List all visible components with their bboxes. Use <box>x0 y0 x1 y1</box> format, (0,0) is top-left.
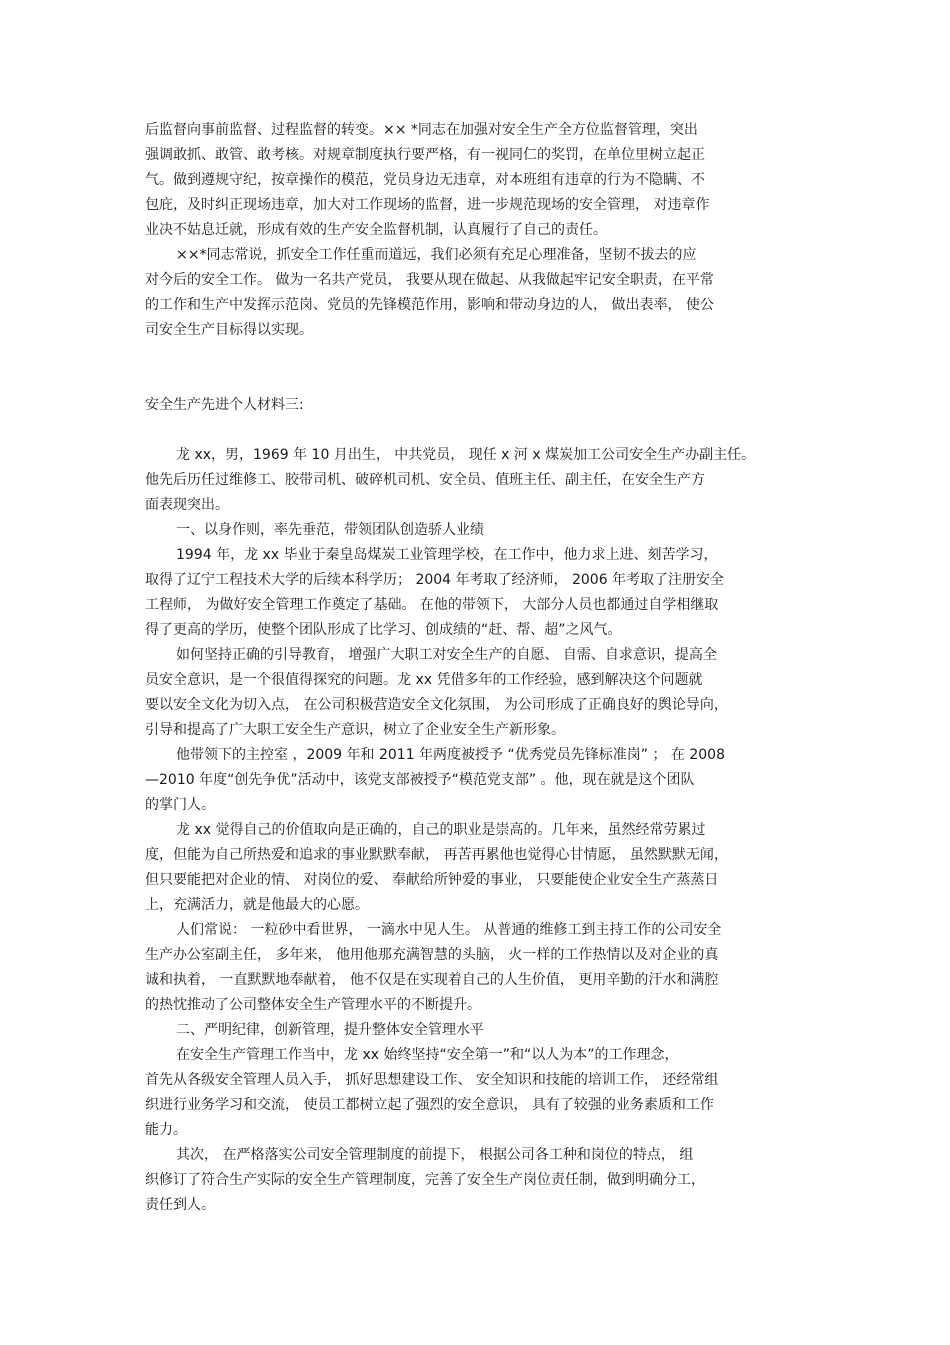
text-line: 员安全意识，是一个很值得探究的问题。龙 xx 凭借多年的工作经验，感到解决这个问题就 <box>145 672 703 688</box>
text-line: 首先从各级安全管理人员入手， 抓好思想建设工作、 安全知识和技能的培训工作， 还经常组 <box>145 1072 719 1088</box>
text-line: 生产办公室副主任， 多年来， 他用他那充满智慧的头脑， 火一样的工作热情以及对企业的真 <box>145 947 719 963</box>
text-line: 业决不姑息迁就，形成有效的生产安全监督机制，认真履行了自己的责任。 <box>145 222 607 238</box>
text-line: 上，充满活力，就是他最大的心愿。 <box>145 897 369 913</box>
text-line: 气。做到遵规守纪，按章操作的模范，党员身边无违章，对本班组有违章的行为不隐瞒、不 <box>145 172 705 188</box>
text-line: 人们常说： 一粒砂中看世界， 一滴水中见人生。 从普通的维修工到主持工作的公司安全 <box>176 922 722 938</box>
text-line: 包庇，及时纠正现场违章，加大对工作现场的监督，进一步规范现场的安全管理， 对违章作 <box>145 197 710 213</box>
text-line: 司安全生产目标得以实现。 <box>145 322 313 338</box>
text-line: 织进行业务学习和交流， 使员工都树立起了强烈的安全意识， 具有了较强的业务素质和工作 <box>145 1097 714 1113</box>
subheading: 二、严明纪律，创新管理，提升整体安全管理水平 <box>176 1022 484 1038</box>
text-line: 责任到人。 <box>145 1197 215 1213</box>
text-line: 在安全生产管理工作当中，龙 xx 始终坚持“安全第一”和“以人为本”的工作理念， <box>176 1047 679 1063</box>
text-line: 得了更高的学历，使整个团队形成了比学习、创成绩的“赶、帮、超”之风气。 <box>145 622 622 638</box>
text-line: 引导和提高了广大职工安全生产意识，树立了企业安全生产新形象。 <box>145 722 565 738</box>
text-line: 强调敢抓、敢管、敢考核。对规章制度执行要严格，有一视同仁的奖罚，在单位里树立起正 <box>145 147 705 163</box>
text-line: 度，但能为自己所热爱和追求的事业默默奉献， 再苦再累他也觉得心甘情愿， 虽然默默无闻， <box>145 847 728 863</box>
text-line: 的掌门人。 <box>145 797 215 813</box>
text-line: 后监督向事前监督、过程监督的转变。×× *同志在加强对安全生产全方位监督管理，突出 <box>145 122 698 138</box>
text-line: 但只要能把对企业的情、 对岗位的爱、 奉献给所钟爱的事业， 只要能使企业安全生产蒸蒸日 <box>145 872 719 888</box>
text-line: 工程师， 为做好安全管理工作奠定了基础。 在他的带领下， 大部分人员也都通过自学相继取 <box>145 597 719 613</box>
text-line: 他带领下的主控室 ，2009 年和 2011 年两度被授予 “优秀党员先锋标准岗” ； 在 2008 <box>176 747 725 763</box>
text-line: —2010 年度“创先争优”活动中，该党支部被授予“模范党支部” 。他，现在就是这个团队 <box>145 772 695 788</box>
text-line: 他先后历任过维修工、胶带司机、破碎机司机、安全员、值班主任、副主任，在安全生产方 <box>145 472 705 488</box>
text-line: 龙 xx 觉得自己的价值取向是正确的，自己的职业是崇高的。几年来，虽然经常劳累过 <box>176 822 706 838</box>
text-line: 织修订了符合生产实际的安全生产管理制度，完善了安全生产岗位责任制，做到明确分工， <box>145 1172 705 1188</box>
text-line: 如何坚持正确的引导教育， 增强广大职工对安全生产的自愿、 自需、自求意识，提高全 <box>176 647 717 663</box>
text-line: 其次， 在严格落实公司安全管理制度的前提下， 根据公司各工种和岗位的特点， 组 <box>176 1147 694 1163</box>
text-line: 取得了辽宁工程技术大学的后续本科学历； 2004 年考取了经济师， 2006 年考取了注册安全 <box>145 572 725 588</box>
text-line: 对今后的安全工作。 做为一名共产党员， 我要从现在做起、从我做起牢记安全职责，在平常 <box>145 272 714 288</box>
text-line: 龙 xx，男，1969 年 10 月出生， 中共党员， 现任 x 河 x 煤炭加工公司安全生产办副主任。 <box>176 447 756 463</box>
text-line: 的热忱推动了公司整体安全生产管理水平的不断提升。 <box>145 997 481 1013</box>
text-line: 诚和执着， 一直默默地奉献着， 他不仅是在实现着自己的人生价值， 更用辛勤的汗水和满腔 <box>145 972 719 988</box>
text-line: 要以安全文化为切入点， 在公司积极营造安全文化氛围， 为公司形成了正确良好的舆论导向， <box>145 697 728 713</box>
text-line: 能力。 <box>145 1122 187 1138</box>
text-line: 面表现突出。 <box>145 497 229 513</box>
section-heading: 安全生产先进个人材料三: <box>145 397 304 413</box>
text-line: 的工作和生产中发挥示范岗、党员的先锋模范作用，影响和带动身边的人， 做出表率， 使公 <box>145 297 714 313</box>
subheading: 一、以身作则，率先垂范，带领团队创造骄人业绩 <box>176 522 484 538</box>
text-line: 1994 年，龙 xx 毕业于秦皇岛煤炭工业管理学校，在工作中，他力求上进、刻苦学习， <box>176 547 718 563</box>
text-line: ××*同志常说，抓安全工作任重而道远，我们必须有充足心理准备，坚韧不拔去的应 <box>176 247 697 263</box>
